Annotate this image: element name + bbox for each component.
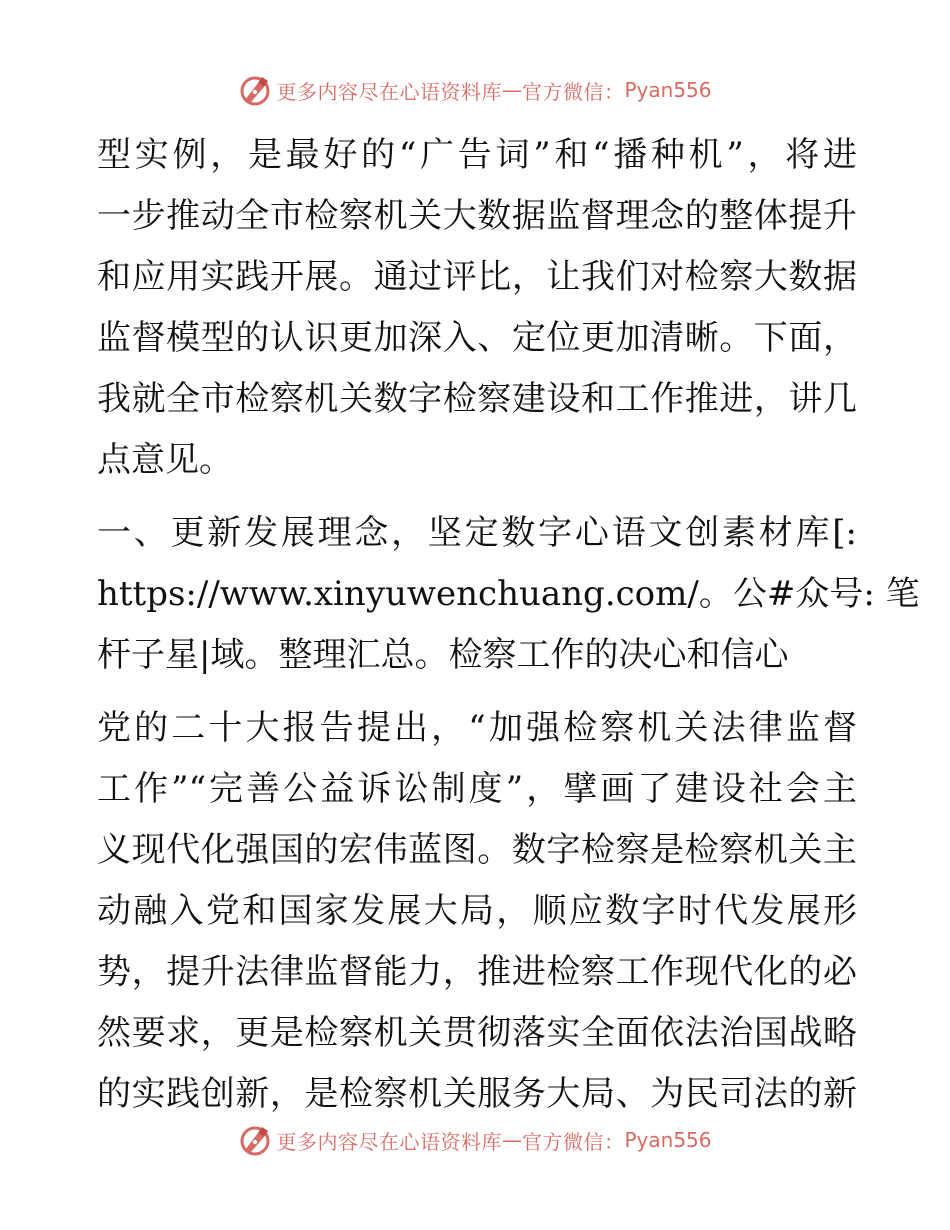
text-line: 动融入党和国家发展大局，顺应数字时代发展形	[97, 891, 857, 931]
text-line: 和应用实践开展。通过评比，让我们对检察大数据	[97, 257, 857, 297]
header-banner	[0, 70, 950, 110]
text-line: https://www.xinyuwenchuang.com/。公#众号: 笔	[97, 574, 920, 614]
document-body	[97, 125, 920, 1125]
text-line: 的实践创新，是检察机关服务大局、为民司法的新	[97, 1074, 857, 1114]
pen-nib-logo-icon	[238, 73, 272, 107]
footer-contact-label: 官方微信：	[521, 1129, 625, 1154]
header-wechat-id: Pyan556	[624, 78, 712, 102]
text-line: 义现代化强国的宏伟蓝图。数字检察是检察机关主	[97, 830, 857, 870]
header-promo-text: 更多内容尽在心语资料库	[276, 79, 502, 104]
text-line: 工作”“完善公益诉讼制度”，擘画了建设社会主	[97, 769, 857, 809]
paragraph-intro	[97, 125, 857, 491]
header-separator: —	[501, 78, 522, 102]
text-line: 杆子星|域。整理汇总。检察工作的决心和信心	[97, 635, 789, 675]
text-line: 党的二十大报告提出，“加强检察机关法律监督	[97, 708, 857, 748]
footer-separator: —	[501, 1128, 522, 1152]
text-line: 点意见。	[97, 440, 233, 480]
text-line: 我就全市检察机关数字检察建设和工作推进，讲几	[97, 379, 857, 419]
footer-banner	[0, 1120, 950, 1160]
footer-wechat-id: Pyan556	[624, 1128, 712, 1152]
text-line: 一、更新发展理念，坚定数字心语文创素材库[:	[97, 513, 857, 553]
text-line: 监督模型的认识更加深入、定位更加清晰。下面，	[97, 318, 857, 358]
text-line: 势，提升法律监督能力，推进检察工作现代化的必	[97, 952, 857, 992]
section-heading-one	[97, 503, 920, 686]
header-contact-label: 官方微信：	[521, 79, 625, 104]
text-line: 型实例，是最好的“广告词”和“播种机”，将进	[97, 135, 857, 175]
text-line: 然要求，更是检察机关贯彻落实全面依法治国战略	[97, 1013, 857, 1053]
text-line: 一步推动全市检察机关大数据监督理念的整体提升	[97, 196, 857, 236]
pen-nib-logo-icon	[238, 1123, 272, 1157]
footer-promo-text: 更多内容尽在心语资料库	[276, 1129, 502, 1154]
paragraph-body	[97, 698, 857, 1125]
